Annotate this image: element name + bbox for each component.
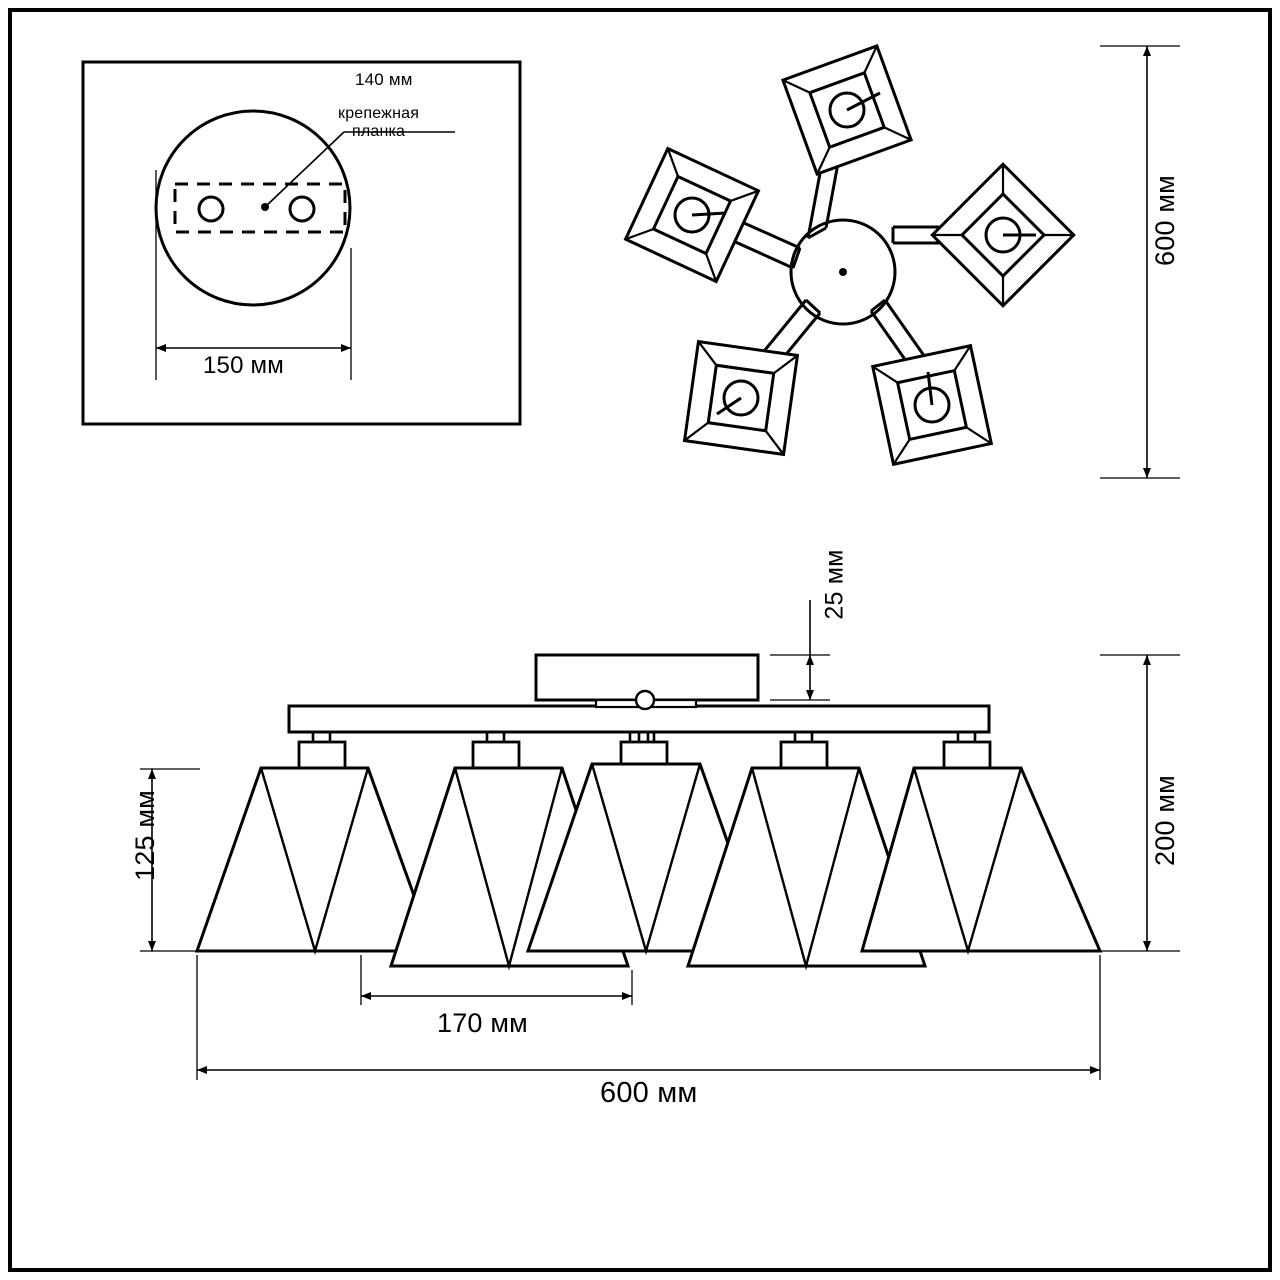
dimension-label-shade-height: 125 мм	[129, 790, 160, 881]
mounting-plate-detail	[83, 62, 520, 424]
lamp-top-view	[626, 46, 1180, 478]
dimension-label-shade-width: 170 мм	[437, 1008, 528, 1038]
dimension-label-canopy-height: 25 мм	[820, 549, 849, 620]
dimension-label-bar-width: 140 мм	[355, 70, 413, 89]
mounting-bar-annotation-line2: планка	[351, 123, 406, 140]
dimension-label-total-height: 200 мм	[1149, 775, 1180, 866]
dimension-label-plate-width: 150 мм	[203, 352, 284, 379]
dimension-label-top-view-span: 600 мм	[1149, 175, 1180, 266]
dimension-label-total-width: 600 мм	[600, 1077, 698, 1109]
mounting-bar-annotation	[338, 105, 419, 141]
lamp-front-view	[140, 600, 1180, 1080]
mounting-bar-annotation-line1: крепежная	[338, 105, 420, 122]
